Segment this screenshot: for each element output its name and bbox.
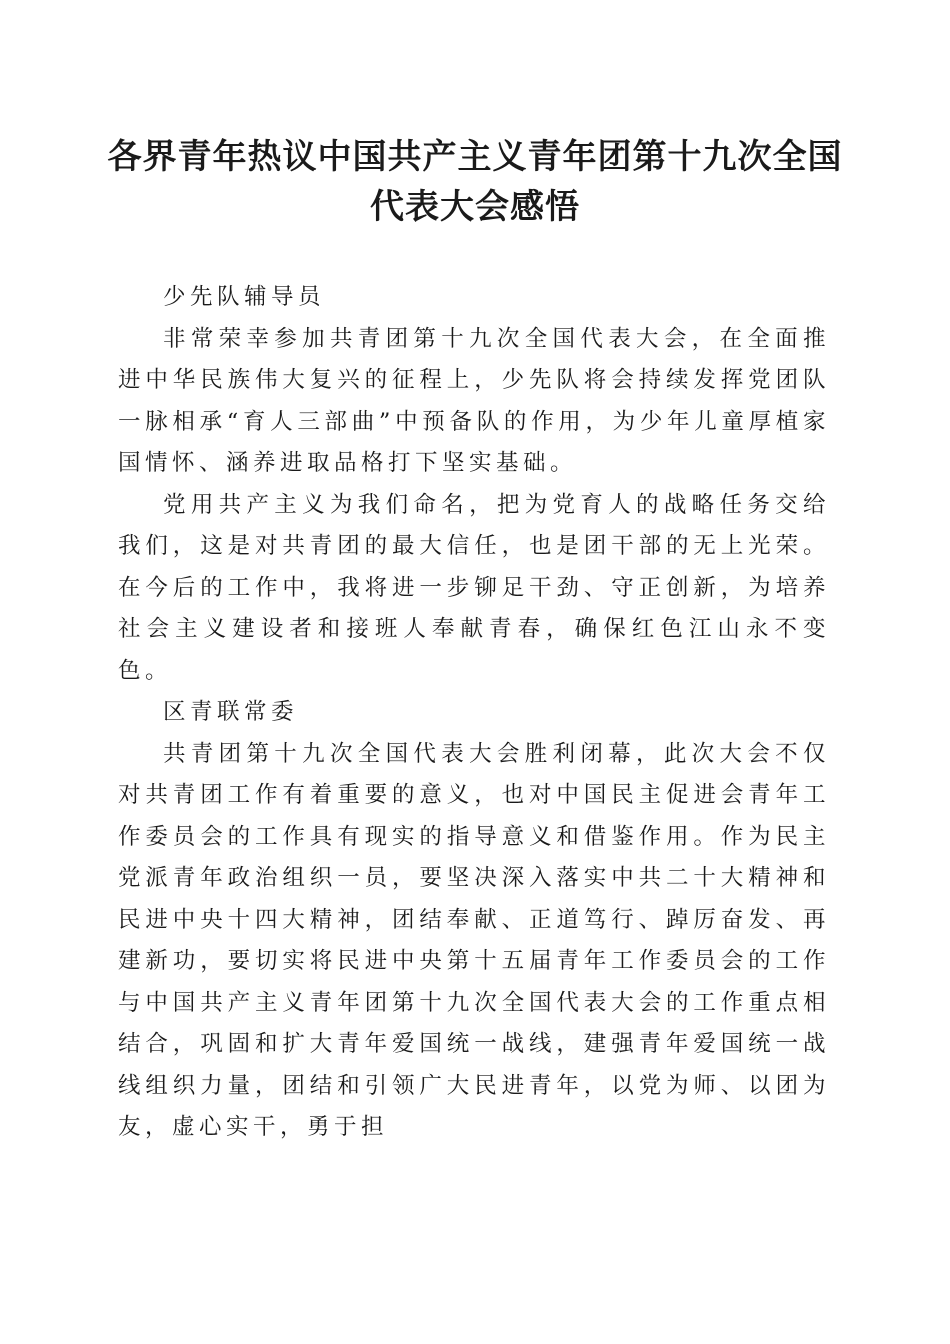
body-paragraph: 共青团第十九次全国代表大会胜利闭幕，此次大会不仅对共青团工作有着重要的意义，也对中国民主促进会青年工作委员会的工作具有现实的指导意义和借鉴作用。作为民主党派青年政治组织一员，要坚决深入落实中共二十大精神和民进中央十四大精神，团结奉献、正道笃行、踔厉奋发、再建新功，要切实将民进中央第十五届青年工作委员会的工作与中国共产主义青年团第十九次全国代表大会的工作重点相结合，巩固和扩大青年爱国统一战线，建强青年爱国统一战线组织力量，团结和引领广大民进青年，以党为师、以团为友，虚心实干，勇于担 — [118, 740, 830, 1140]
document-body — [118, 277, 830, 1149]
speaker-label: 区青联常委 — [163, 699, 299, 725]
body-paragraph: 党用共产主义为我们命名，把为党育人的战略任务交给我们，这是对共青团的最大信任，也是团干部的无上光荣。在今后的工作中，我将进一步铆足干劲、守正创新，为培养社会主义建设者和接班人奉献青春，确保红色江山永不变色。 — [118, 491, 830, 684]
body-paragraph: 非常荣幸参加共青团第十九次全国代表大会，在全面推进中华民族伟大复兴的征程上，少先队将会持续发挥党团队一脉相承“育人三部曲”中预备队的作用，为少年儿童厚植家国情怀、涵养进取品格打下坚实基础。 — [118, 325, 830, 476]
speaker-label: 少先队辅导员 — [163, 284, 326, 310]
document-title: 各界青年热议中国共产主义青年团第十九次全国代表大会感悟 — [107, 137, 843, 227]
